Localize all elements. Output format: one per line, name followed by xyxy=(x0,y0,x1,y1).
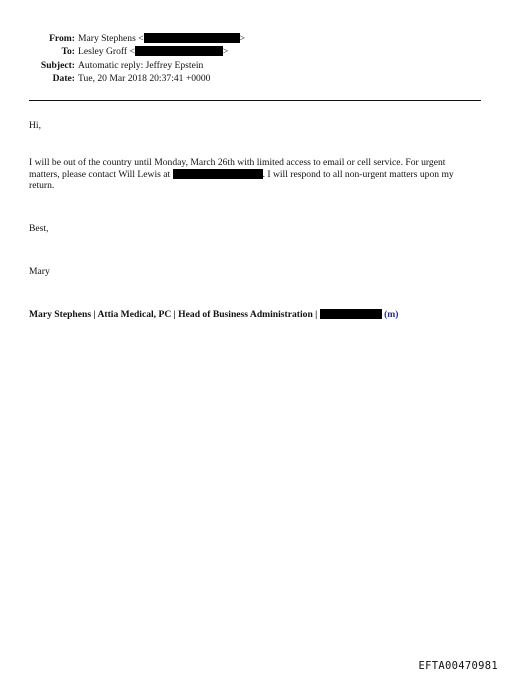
document-id: EFTA00470981 xyxy=(418,659,498,672)
message-part-1: I will be out of the country until Monday, March 26th with limited access to email or cell service. For urgent matters, please contact Will Lewis at xyxy=(29,157,446,180)
header-divider xyxy=(29,100,481,101)
redaction-block xyxy=(173,169,263,179)
message-part-2: . I will respond to all non-urgent matters upon my return. xyxy=(29,168,454,191)
signature-text: Mary Stephens | Attia Medical, PC | Head of Business Administration | xyxy=(29,309,318,320)
subject-value: Automatic reply: Jeffrey Epstein xyxy=(78,59,204,71)
sender-name: Mary xyxy=(29,266,50,277)
redaction-block xyxy=(144,33,240,43)
from-name: Mary Stephens < xyxy=(78,33,144,44)
signature xyxy=(29,309,481,321)
closing: Best, xyxy=(29,223,49,234)
from-close: > xyxy=(239,33,246,44)
subject-label: Subject: xyxy=(40,59,75,71)
message-body xyxy=(29,157,477,192)
date-value: Tue, 20 Mar 2018 20:37:41 +0000 xyxy=(78,73,211,85)
date-row xyxy=(0,73,512,86)
from-row xyxy=(0,33,512,46)
date-label: Date: xyxy=(52,73,75,85)
greeting: Hi, xyxy=(29,120,41,131)
to-label: To: xyxy=(61,46,75,58)
signature-mobile: (m) xyxy=(384,309,399,320)
from-label: From: xyxy=(49,33,75,44)
subject-row xyxy=(0,60,512,73)
email-header xyxy=(0,33,512,87)
redaction-block xyxy=(320,309,382,319)
redaction-block xyxy=(135,46,223,56)
to-row xyxy=(0,46,512,59)
to-name: Lesley Groff < xyxy=(78,46,135,58)
to-close: > xyxy=(222,46,229,58)
